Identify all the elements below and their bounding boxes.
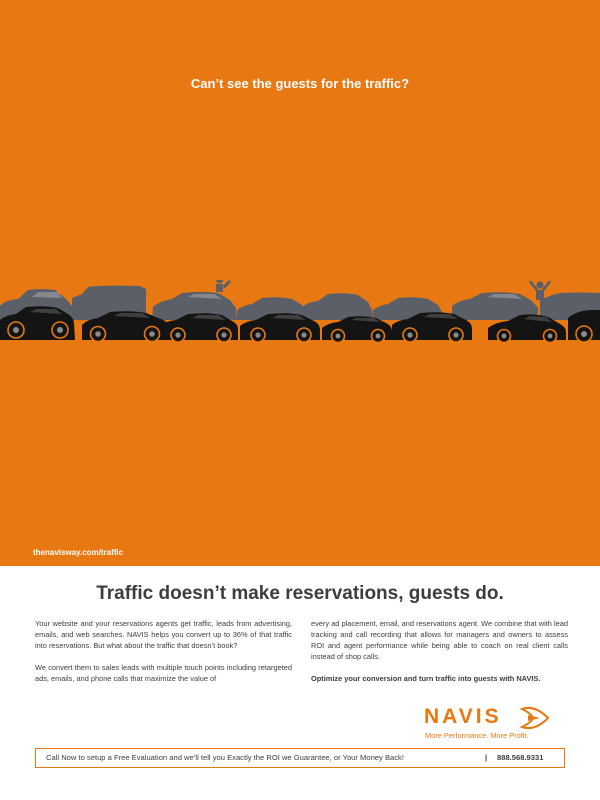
logo-tagline: More Performance. More Profit. <box>425 731 529 740</box>
body-paragraph: every ad placement, email, and reservations agent. We combine that with lead tracking and call recording that allows for managers and owners to assess ROI and agent performance while being able to coach on real client calls instead of shop calls. <box>311 619 568 661</box>
traffic-jam-illustration <box>0 280 600 350</box>
body-right-column <box>311 619 568 696</box>
body-closing-line: Optimize your conversion and turn traffic into guests with NAVIS. <box>311 673 541 683</box>
cta-text: Call Now to setup a Free Evaluation and we’ll tell you Exactly the ROI we Guarantee, or Your Money Back! <box>46 753 404 762</box>
cta-separator: | <box>485 753 488 762</box>
cta-phone-number[interactable]: 888.568.9331 <box>497 753 544 762</box>
body-title: Traffic doesn’t make reservations, guests do. <box>96 583 504 604</box>
body-left-column <box>35 619 292 696</box>
navis-logo <box>424 705 574 745</box>
body-paragraph: Your website and your reservations agents get traffic, leads from advertising, emails, and web searches. NAVIS helps you convert up to 36% of that traffic into reservations. But what about the traffic that doesn’t book? <box>35 619 292 650</box>
logo-wordmark: NAVIS <box>424 705 502 728</box>
back-row-cars <box>0 280 600 320</box>
logo-arrow-icon <box>520 706 550 730</box>
copy-panel <box>0 566 600 800</box>
hero-headline: Can’t see the guests for the traffic? <box>190 76 410 91</box>
campaign-url: thenavisway.com/traffic <box>33 548 124 557</box>
body-paragraph: We convert them to sales leads with multiple touch points including retargeted ads, emails, and phone calls that maximize the value of <box>35 662 292 683</box>
call-to-action-bar <box>35 748 565 768</box>
